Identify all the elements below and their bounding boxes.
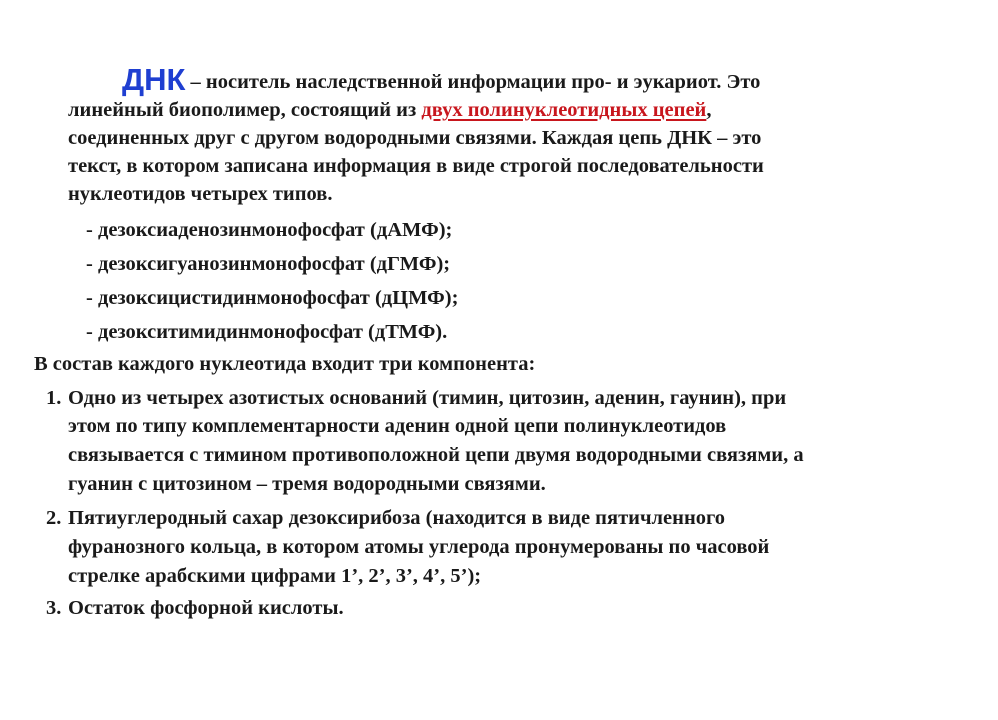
intro-line-4: текст, в котором записана информация в виде строгой последовательности (68, 155, 764, 177)
nucleotide-item: - дезоксицистидинмонофосфат (дЦМФ); (86, 287, 459, 309)
component-line: гуанин с цитозином – тремя водородными связями. (68, 473, 546, 495)
dnk-term: ДНК (122, 62, 186, 97)
component-line: этом по типу комплементарности аденин одной цепи полинуклеотидов (68, 415, 727, 437)
component-number: 1. (46, 387, 62, 409)
intro-line-2-post: , (706, 99, 712, 121)
polynucleotide-chains-link[interactable]: двух полинуклеотидных цепей (421, 99, 707, 121)
intro-line-1-text: – носитель наследственной информации про- и эукариот. Это (185, 71, 761, 93)
component-line: Одно из четырех азотистых оснований (тимин, цитозин, аденин, гаунин), при (68, 387, 787, 409)
component-line: связывается с тимином противоположной цепи двумя водородными связями, а (68, 444, 804, 466)
intro-line-5: нуклеотидов четырех типов. (68, 183, 333, 205)
nucleotide-item: - дезоксигуанозинмонофосфат (дГМФ); (86, 253, 451, 275)
component-line: Остаток фосфорной кислоты. (68, 597, 344, 619)
component-line: Пятиуглеродный сахар дезоксирибоза (находится в виде пятичленного (68, 507, 726, 529)
components-heading: В состав каждого нуклеотида входит три компонента: (34, 353, 536, 375)
nucleotide-item: - дезоксиаденозинмонофосфат (дАМФ); (86, 219, 453, 241)
intro-line-1 (122, 64, 760, 96)
component-line: фуранозного кольца, в котором атомы углерода пронумерованы по часовой (68, 536, 770, 558)
intro-line-3: соединенных друг с другом водородными связями. Каждая цепь ДНК – это (68, 127, 762, 149)
intro-line-2-pre: линейный биополимер, состоящий из (68, 99, 422, 121)
intro-line-2 (68, 96, 711, 124)
component-number: 3. (46, 597, 62, 619)
nucleotide-item: - дезокситимидинмонофосфат (дТМФ). (86, 321, 448, 343)
component-number: 2. (46, 507, 62, 529)
component-line: стрелке арабскими цифрами 1’, 2’, 3’, 4’, 5’); (68, 565, 482, 587)
